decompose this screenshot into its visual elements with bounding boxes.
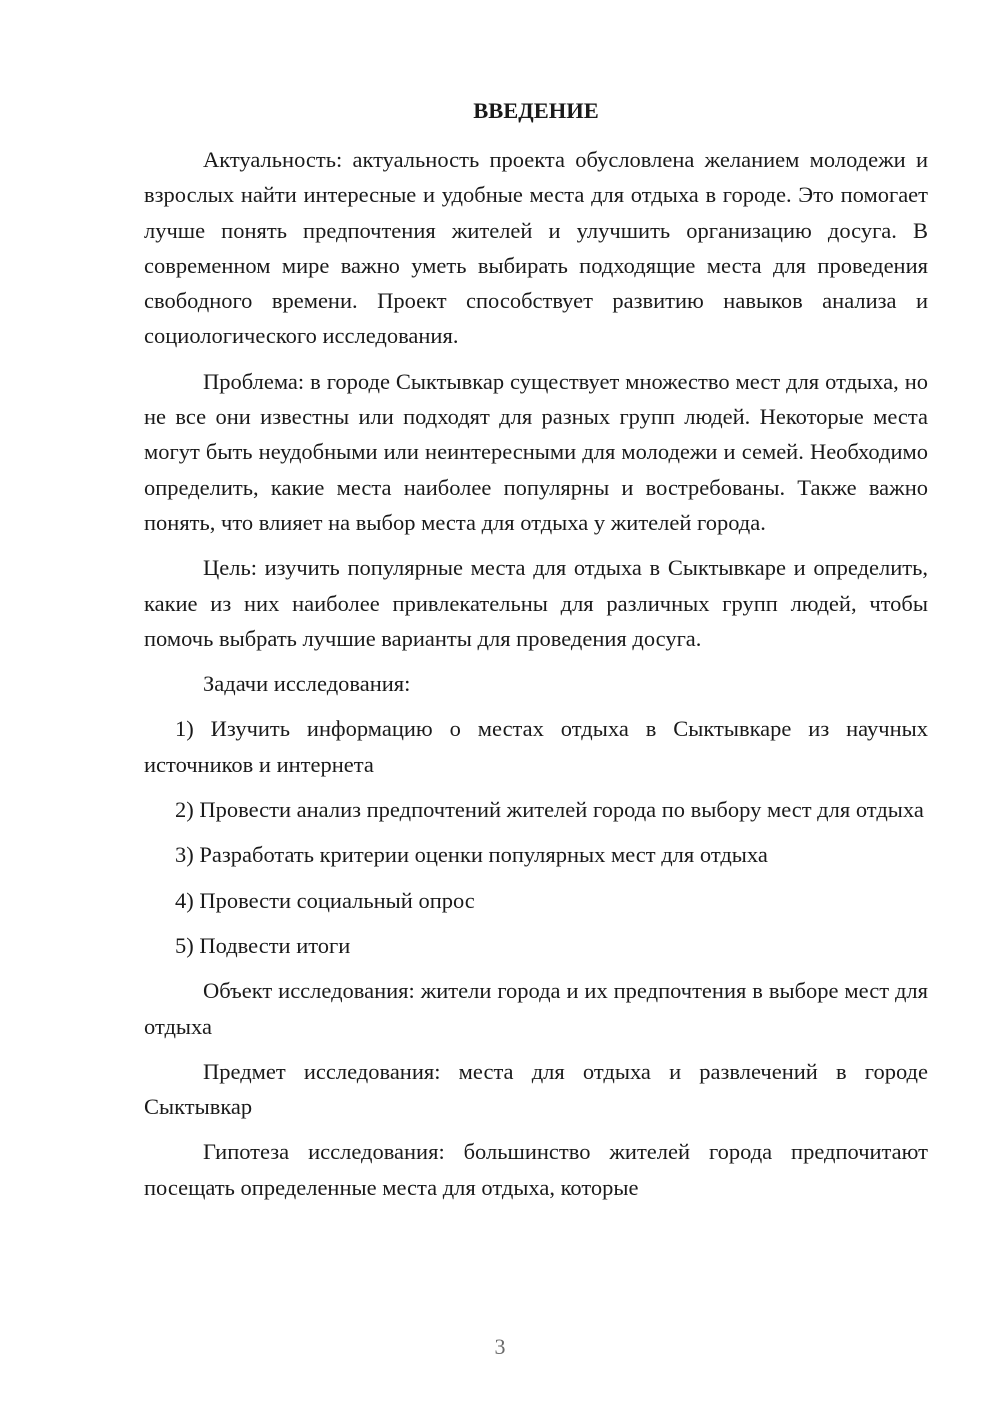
tasks-label: Задачи исследования: [203, 671, 411, 697]
task-item: 5) Подвести итоги [175, 932, 351, 958]
subject-paragraph: Предмет исследования: места для отдыха и развлечений в городе Сыктывкар [144, 1058, 928, 1120]
page-content [144, 96, 928, 1205]
task-item: 3) Разработать критерии оценки популярных мест для отдыха [175, 842, 768, 868]
problem-paragraph: Проблема: в городе Сыктывкар существует множество мест для отдыха, но не все они известны или подходят для разных групп людей. Некоторые места могут быть неудобными или неинтересными для молодежи и семей. Необходимо определить, какие места наиболее популярны и востребованы. Также важно понять, что влияет на выбор места для отдыха у жителей города. [144, 368, 928, 535]
goal-paragraph: Цель: изучить популярные места для отдыха в Сыктывкаре и определить, какие из них наиболее привлекательны для различных групп людей, чтобы помочь выбрать лучшие варианты для проведения досуга. [144, 555, 928, 651]
hypothesis-paragraph: Гипотеза исследования: большинство жителей города предпочитают посещать определенные места для отдыха, которые [144, 1139, 928, 1200]
task-item: 4) Провести социальный опрос [175, 887, 475, 913]
page-number: 3 [494, 1334, 506, 1359]
relevance-paragraph: Актуальность: актуальность проекта обусловлена желанием молодежи и взрослых найти интересные и удобные места для отдыха в городе. Это помогает лучше понять предпочтения жителей и улучшить организацию досуга. В современном мире важно уметь выбирать подходящие места для проведения свободного времени. Проект способствует развитию навыков анализа и социологического исследования. [144, 147, 928, 349]
task-item: 1) Изучить информацию о местах отдыха в Сыктывкаре из научных источников и интернета [144, 716, 928, 777]
section-heading: ВВЕДЕНИЕ [473, 98, 599, 123]
object-paragraph: Объект исследования: жители города и их предпочтения в выборе мест для отдыха [144, 978, 928, 1039]
task-item: 2) Провести анализ предпочтений жителей города по выбору мест для отдыха [175, 797, 924, 823]
